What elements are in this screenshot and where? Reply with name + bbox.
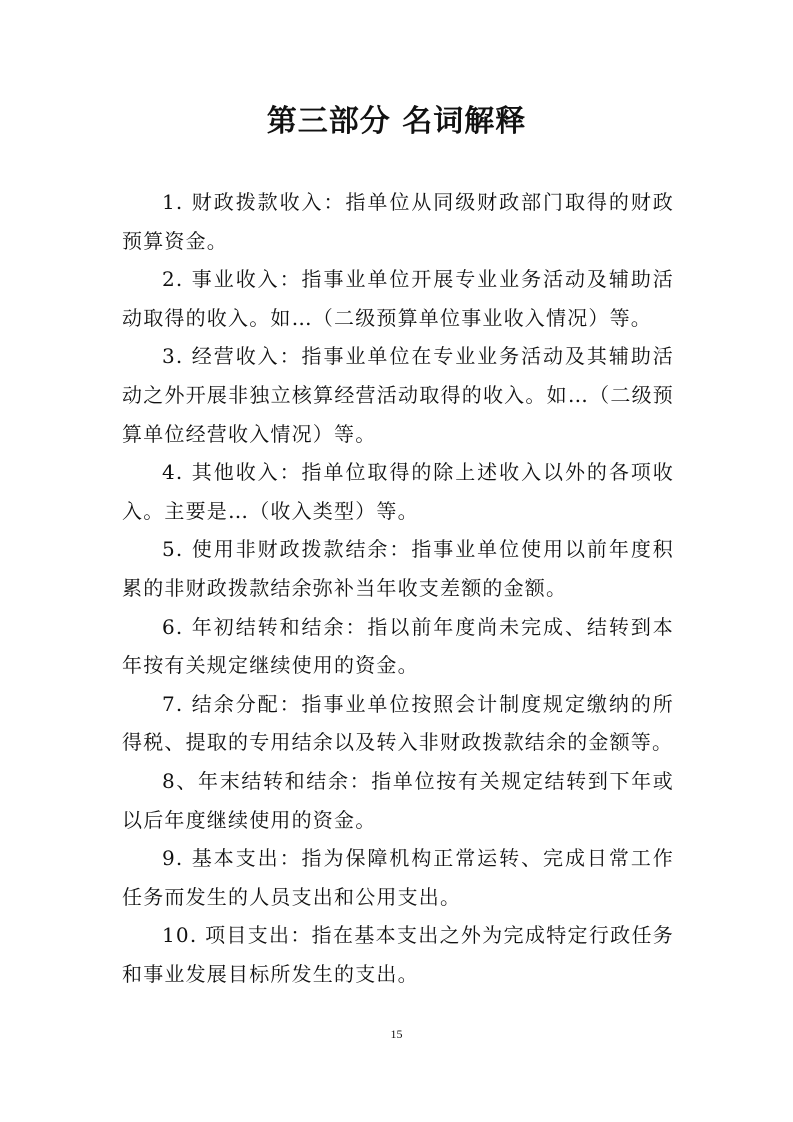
page-number: 15 [390, 1027, 403, 1041]
page-title: 第三部分 名词解释 [266, 104, 527, 139]
definitions-list [122, 183, 674, 993]
definition-paragraph: 6. 年初结转和结余：指以前年度尚未完成、结转到本年按有关规定继续使用的资金。 [122, 614, 674, 678]
definition-paragraph: 5. 使用非财政拨款结余：指事业单位使用以前年度积累的非财政拨款结余弥补当年收支差额的金额。 [122, 537, 674, 600]
definition-paragraph: 1. 财政拨款收入：指单位从同级财政部门取得的财政预算资金。 [122, 190, 674, 253]
definition-paragraph: 8、年末结转和结余：指单位按有关规定结转到下年或以后年度继续使用的资金。 [122, 768, 674, 832]
definition-paragraph: 7. 结余分配：指事业单位按照会计制度规定缴纳的所得税、提取的专用结余以及转入非财政拨款结余的金额等。 [122, 691, 674, 755]
definition-paragraph: 9. 基本支出：指为保障机构正常运转、完成日常工作任务而发生的人员支出和公用支出。 [122, 846, 674, 909]
definition-paragraph: 10. 项目支出：指在基本支出之外为完成特定行政任务和事业发展目标所发生的支出。 [122, 923, 674, 986]
definition-paragraph: 3. 经营收入：指事业单位在专业业务活动及其辅助活动之外开展非独立核算经营活动取得的收入。如…（二级预算单位经营收入情况）等。 [122, 344, 674, 446]
definition-paragraph: 4. 其他收入：指单位取得的除上述收入以外的各项收入。主要是…（收入类型）等。 [122, 460, 674, 523]
definition-paragraph: 2. 事业收入：指事业单位开展专业业务活动及辅助活动取得的收入。如…（二级预算单位事业收入情况）等。 [122, 267, 674, 330]
